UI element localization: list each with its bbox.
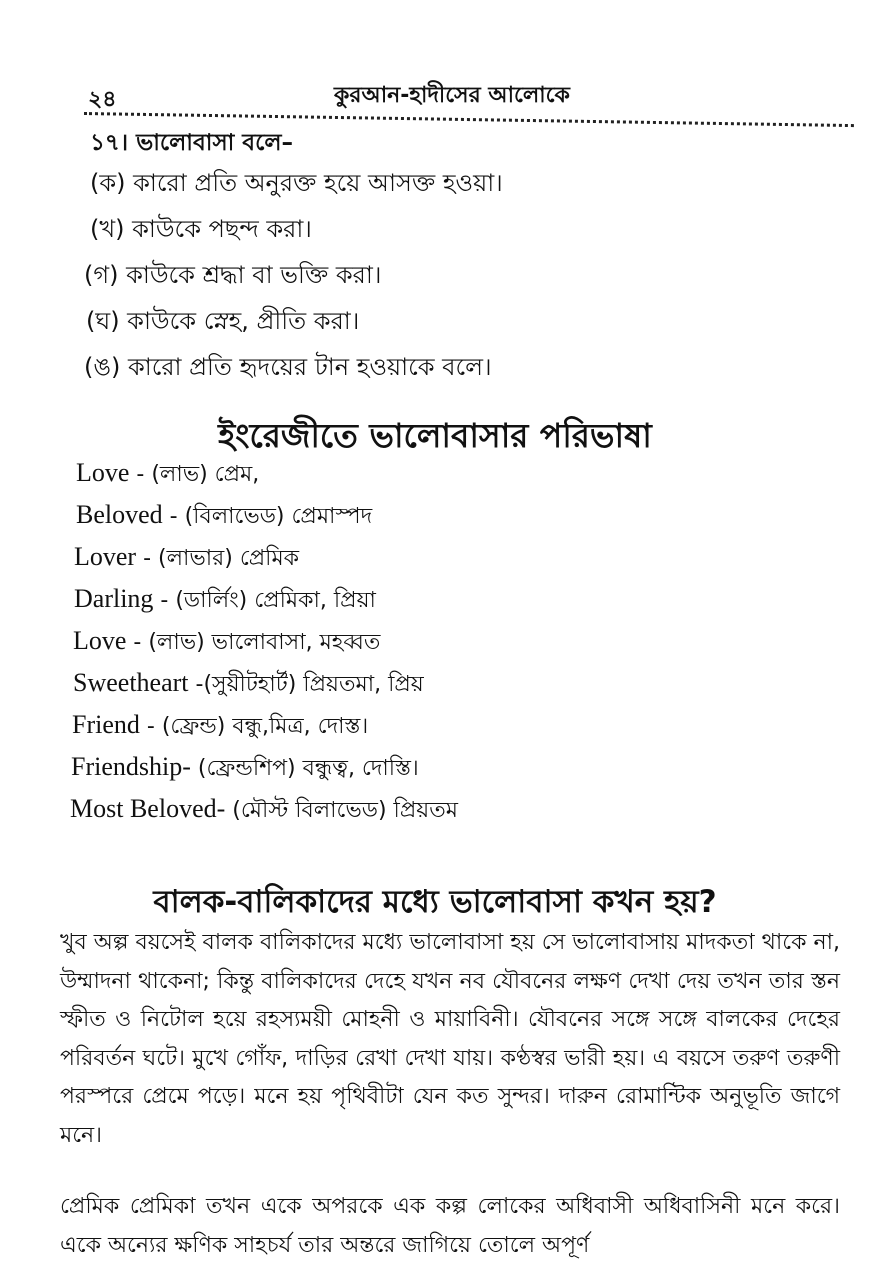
term-translation: - (লাভ) ভালোবাসা, মহব্বত [126, 630, 381, 655]
glossary-item [70, 494, 458, 536]
glossary-list [70, 452, 458, 830]
english-term: Most Beloved- [70, 794, 226, 823]
definition-item: (গ) কাউকে শ্রদ্ধা বা ভক্তি করা। [84, 261, 382, 289]
glossary-item [70, 788, 458, 830]
english-term: Darling [74, 584, 154, 613]
definition-list [84, 160, 503, 390]
english-term: Friend [72, 710, 140, 739]
english-term: Beloved [76, 500, 163, 529]
term-translation: -(সুয়ীটহার্ট) প্রিয়তমা, প্রিয় [188, 672, 424, 697]
glossary-item [70, 662, 458, 704]
term-translation: - (ফ্রেন্ড) বন্ধু,মিত্র, দোস্ত। [139, 714, 369, 739]
term-translation: - (ডার্লিং) প্রেমিকা, প্রিয়া [153, 588, 376, 613]
adolescence-heading: বালক-বালিকাদের মধ্যে ভালোবাসা কখন হয়? [153, 884, 717, 920]
body-paragraph: প্রেমিক প্রেমিকা তখন একে অপরকে এক কল্প লোকের অধিবাসী অধিবাসিনী মনে করে। একে অন্যের ক্ষণিক সাহচর্য তার অন্তরে জাগিয়ে তোলে অপূর্ণ [60, 1194, 840, 1258]
page-header [84, 78, 854, 120]
term-translation: (ফ্রেন্ডশিপ) বন্ধুত্ব, দোস্তি। [190, 756, 419, 781]
glossary-item [70, 620, 458, 662]
definition-item: (ঙ) কারো প্রতি হৃদয়ের টান হওয়াকে বলে। [84, 353, 492, 381]
term-translation: - (লাভার) প্রেমিক [136, 546, 300, 571]
section-17-heading: ১৭। ভালোবাসা বলে– [90, 130, 293, 156]
running-title: কুরআন-হাদীসের আলোকে [334, 83, 570, 108]
english-term: Friendship- [71, 752, 191, 781]
english-term: Lover [74, 542, 137, 571]
definition-item: (ক) কারো প্রতি অনুরক্ত হয়ে আসক্ত হওয়া। [90, 169, 503, 197]
term-translation: (মৌস্ট বিলাভেড) প্রিয়তম [225, 798, 458, 823]
term-translation: - (বিলাভেড) প্রেমাস্পদ [162, 504, 373, 529]
glossary-item [70, 452, 458, 494]
term-translation: - (লাভ) প্রেম, [129, 462, 260, 487]
body-paragraph: খুব অল্প বয়সেই বালক বালিকাদের মধ্যে ভালোবাসা হয় সে ভালোবাসায় মাদকতা থাকে না, উম্মাদনা থাকেনা; কিন্তু বালিকাদের দেহে যখন নব যৌবনের লক্ষণ দেখা দেয় তখন তার স্তন স্ফীত ও নিটোল হয়ে রহস্যময়ী মোহনী ও মায়াবিনী। যৌবনের সঙ্গে সঙ্গে বালকের দেহের পরিবর্তন ঘটে। মুখে গোঁফ, দাড়ির রেখা দেখা যায়। কণ্ঠস্বর ভারী হয়। এ বয়সে তরুণ তরুণী পরস্পরে প্রেমে পড়ে। মনে হয় পৃথিবীটা যেন কত সুন্দর। দারুন রোমান্টিক অনুভূতি জাগে মনে। [60, 930, 840, 1148]
english-terms-heading: ইংরেজীতে ভালোবাসার পরিভাষা [218, 416, 652, 455]
definition-item: (খ) কাউকে পছন্দ করা। [90, 215, 312, 243]
english-term: Love [73, 626, 127, 655]
english-term: Love [76, 458, 130, 487]
definition-item: (ঘ) কাউকে স্নেহ, প্রীতি করা। [86, 307, 360, 335]
glossary-item [70, 578, 458, 620]
glossary-item [70, 746, 458, 788]
glossary-item [70, 536, 458, 578]
english-term: Sweetheart [73, 668, 189, 697]
glossary-item [70, 704, 458, 746]
page-number: ২৪ [88, 87, 117, 112]
